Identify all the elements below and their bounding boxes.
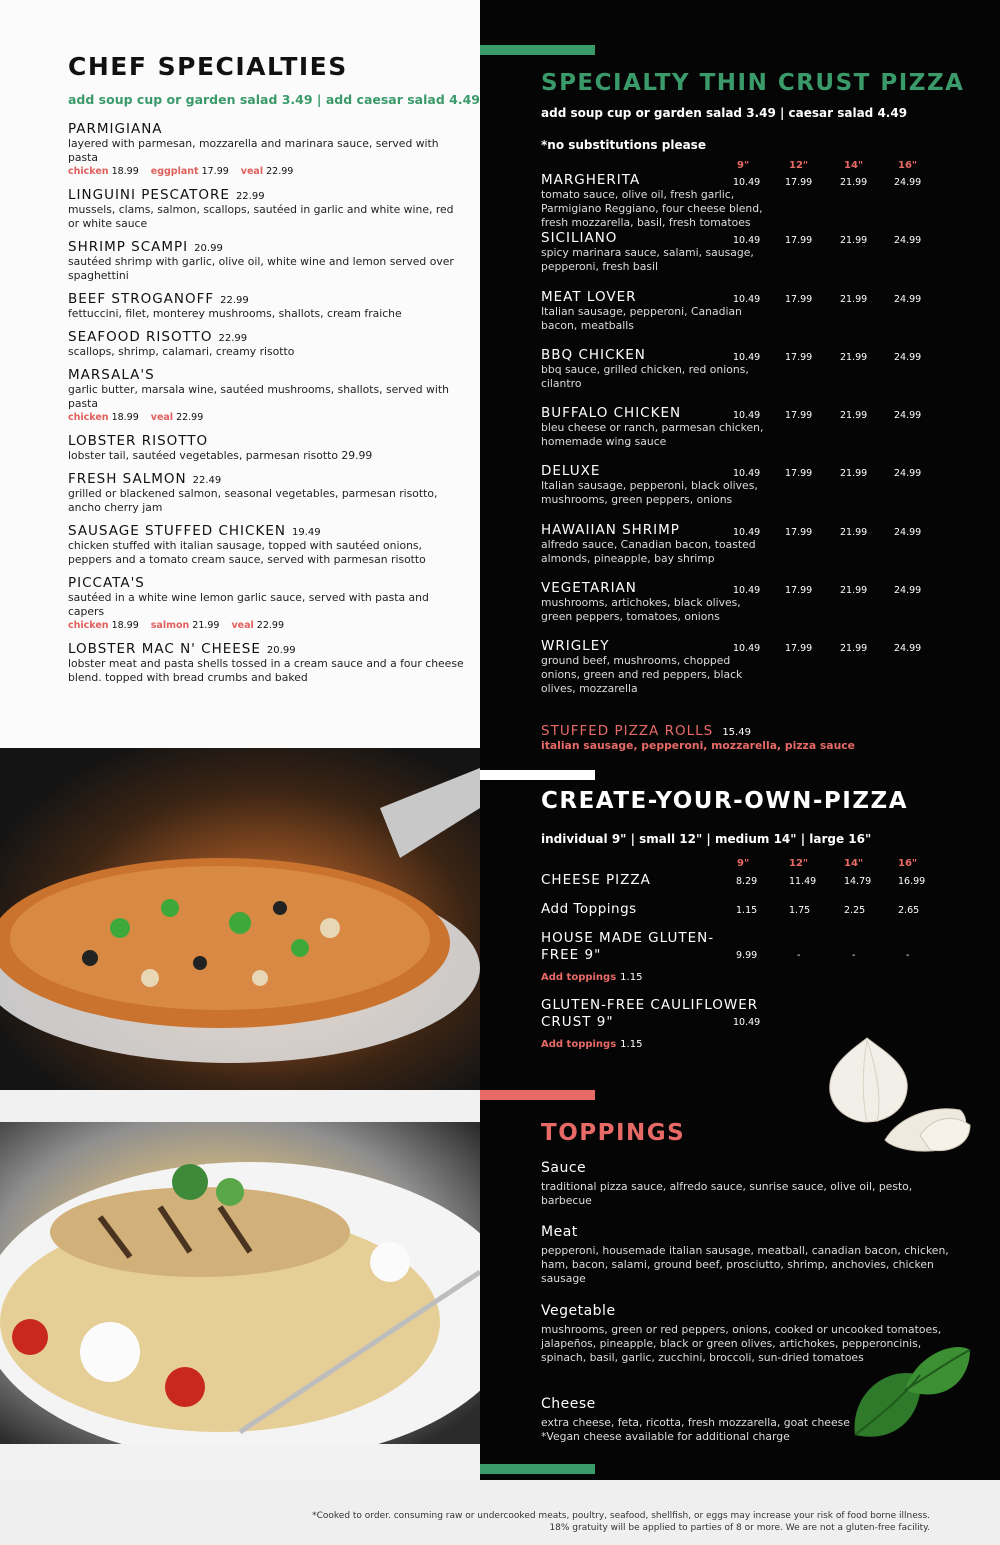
- option-price: 22.99: [266, 166, 294, 177]
- pizza-photo: [0, 748, 480, 1090]
- coral-accent-bar: [480, 1090, 595, 1100]
- option-price: 22.99: [256, 620, 284, 631]
- white-accent-bar: [480, 770, 595, 780]
- toppings-group-name: Cheese: [541, 1396, 596, 1412]
- pizza-price: 21.99: [840, 177, 868, 188]
- pizza-price: 24.99: [894, 235, 922, 247]
- pizza-price: 17.99: [785, 293, 813, 305]
- chef-item-name: LOBSTER MAC N' CHEESE: [68, 641, 261, 657]
- pizza-price: 21.99: [840, 526, 868, 538]
- toppings-group-name: Meat: [541, 1224, 578, 1240]
- price: 1.15: [736, 905, 758, 916]
- pizza-price: 17.99: [785, 235, 813, 247]
- pizza-desc: spicy marinara sauce, salami, sausage, pepperoni, fresh basil: [541, 246, 754, 274]
- create-your-own-subtitle: individual 9" | small 12" | medium 14" | large 16": [541, 832, 872, 846]
- disclaimer-line: *Cooked to order. consuming raw or undercooked meats, poultry, seafood, shellfish, or eggs may increase your risk of food borne illness.: [312, 1511, 930, 1521]
- chef-item: [68, 184, 468, 231]
- chef-item-header: [68, 326, 468, 345]
- specialty-pizza-list: [541, 172, 961, 697]
- pizza-price: 21.99: [840, 351, 868, 363]
- toppings-group-text: mushrooms, green or red peppers, onions, cooked or uncooked tomatoes, jalapeños, pineapple, black or green olives, artichokes, pepperoncinis, spinach, basil, garlic, zucchini, broccoli, sun-dried tomatoes: [541, 1323, 942, 1364]
- chef-item: [68, 118, 468, 179]
- chef-item: [68, 638, 468, 685]
- pizza-price: 10.49: [733, 177, 761, 188]
- chef-item-price: 20.99: [194, 243, 223, 254]
- pizza-price: 24.99: [894, 643, 922, 655]
- chef-item-price: 20.99: [266, 645, 296, 656]
- chef-item-name: LINGUINI PESCATORE: [68, 187, 230, 203]
- pizza-item: [541, 522, 961, 580]
- chef-item-header: [68, 572, 468, 591]
- chef-item-desc: layered with parmesan, mozzarella and marinara sauce, served with pasta: [68, 137, 439, 164]
- chef-item-header: [68, 468, 468, 487]
- pizza-price: 17.99: [785, 177, 813, 188]
- pizza-price: 24.99: [894, 293, 922, 305]
- option-label: chicken: [68, 620, 109, 631]
- toppings-group-text: traditional pizza sauce, alfredo sauce, sunrise sauce, olive oil, pesto, barbecue: [541, 1180, 913, 1207]
- chef-item-options: [68, 411, 468, 425]
- toppings-group-name: Sauce: [541, 1160, 587, 1176]
- pizza-name: VEGETARIAN: [541, 580, 637, 597]
- chef-item-desc: garlic butter, marsala wine, sautéed mushrooms, shallots, served with pasta: [68, 383, 449, 410]
- add-toppings-price: 1.15: [620, 972, 643, 983]
- option-label: veal: [231, 620, 254, 631]
- pizza-item: [541, 289, 961, 347]
- pizza-price: 10.49: [733, 293, 761, 305]
- option-price: 18.99: [111, 412, 139, 423]
- chef-item: [68, 364, 468, 425]
- price: 11.49: [789, 876, 817, 887]
- price: 9.99: [736, 950, 758, 961]
- price: -: [797, 950, 801, 961]
- cauliflower-add-toppings: [541, 1039, 642, 1050]
- chef-item: [68, 520, 468, 567]
- chef-item-price: 19.49: [291, 527, 321, 538]
- gluten-add-toppings: [541, 972, 642, 983]
- option-label: chicken: [68, 166, 109, 177]
- pizza-price: 21.99: [840, 235, 868, 247]
- price: 16.99: [898, 876, 926, 887]
- chef-item-desc: mussels, clams, salmon, scallops, sautéed in garlic and white wine, red or white sauce: [68, 203, 454, 230]
- size-header: 9": [737, 160, 750, 171]
- pizza-price: 10.49: [733, 643, 761, 655]
- chef-item-price: 22.49: [192, 475, 222, 486]
- no-substitutions-note: *no substitutions please: [541, 138, 706, 152]
- pizza-name: BUFFALO CHICKEN: [541, 405, 682, 422]
- chef-specialties-title: CHEF SPECIALTIES: [68, 52, 348, 81]
- price: 1.75: [789, 905, 811, 916]
- pizza-item: [541, 463, 961, 521]
- chef-item-desc: grilled or blackened salmon, seasonal vegetables, parmesan risotto, ancho cherry jam: [68, 487, 438, 514]
- divider-strip: [0, 1090, 480, 1122]
- chef-item-desc: fettuccini, filet, monterey mushrooms, shallots, cream fraiche: [68, 307, 402, 320]
- chef-item: [68, 326, 468, 359]
- chef-item-header: [68, 430, 468, 449]
- chef-item-price: 22.99: [235, 191, 265, 202]
- option-label: chicken: [68, 412, 109, 423]
- chef-item-desc: chicken stuffed with italian sausage, topped with sautéed onions, peppers and a tomato cream sauce, served with parmesan risotto: [68, 539, 426, 566]
- chef-item-header: [68, 638, 468, 657]
- price: -: [906, 950, 910, 961]
- size-header: 16": [898, 160, 918, 171]
- chef-item-name: MARSALA'S: [68, 367, 155, 383]
- option-price: 18.99: [111, 166, 139, 177]
- price: 14.79: [844, 876, 872, 887]
- chef-item: [68, 430, 468, 463]
- garlic-clove-icon: [880, 1095, 975, 1155]
- cheese-pizza-name: CHEESE PIZZA: [541, 872, 651, 888]
- price: 2.65: [898, 905, 920, 916]
- chef-item-name: PARMIGIANA: [68, 121, 163, 137]
- specialty-pizza-subtitle: add soup cup or garden salad 3.49 | caesar salad 4.49: [541, 106, 908, 120]
- chef-item-desc: lobster meat and pasta shells tossed in a cream sauce and a four cheese blend. topped with bread crumbs and baked: [68, 657, 464, 684]
- pizza-price: 10.49: [733, 526, 761, 538]
- pizza-desc: alfredo sauce, Canadian bacon, toasted almonds, pineapple, bay shrimp: [541, 537, 756, 565]
- chef-item-name: SEAFOOD RISOTTO: [68, 329, 213, 345]
- pizza-item: [541, 347, 961, 405]
- size-header: 9": [737, 858, 750, 869]
- option-price: 18.99: [111, 620, 139, 631]
- pizza-name: WRIGLEY: [541, 638, 610, 655]
- pizza-price: 17.99: [785, 643, 813, 655]
- rolls-desc: italian sausage, pepperoni, mozzarella, pizza sauce: [541, 739, 856, 752]
- chef-specialties-list: [68, 118, 468, 690]
- pizza-price: 17.99: [785, 468, 813, 480]
- pizza-price: 24.99: [894, 351, 922, 363]
- pizza-price: 17.99: [785, 526, 813, 538]
- add-toppings-row: [541, 901, 961, 918]
- chef-item-desc: sautéed in a white wine lemon garlic sauce, served with pasta and capers: [68, 591, 429, 618]
- pizza-name: BBQ CHICKEN: [541, 346, 646, 363]
- chef-item: [68, 288, 468, 321]
- size-header: 16": [898, 858, 918, 869]
- green-footer-bar: [480, 1464, 595, 1474]
- chef-item: [68, 572, 468, 633]
- vegan-cheese-note: *Vegan cheese available for additional charge: [541, 1430, 790, 1443]
- chef-item-price: 22.99: [220, 295, 249, 306]
- pizza-price: 21.99: [840, 293, 868, 305]
- pizza-name: SICILIANO: [541, 230, 618, 247]
- pizza-desc: tomato sauce, olive oil, fresh garlic, Parmigiano Reggiano, four cheese blend, fresh mozzarella, basil, fresh tomatoes: [541, 188, 763, 229]
- pizza-name: DELUXE: [541, 463, 601, 480]
- rolls-price: 15.49: [722, 727, 751, 738]
- size-header: 14": [844, 160, 864, 171]
- chef-item-name: BEEF STROGANOFF: [68, 291, 215, 307]
- toppings-meat: [541, 1224, 951, 1286]
- pizza-price: 24.99: [894, 585, 922, 597]
- pizza-price: 24.99: [894, 177, 922, 188]
- pizza-price: 21.99: [840, 643, 868, 655]
- basil-icon: [845, 1335, 975, 1455]
- green-accent-bar: [480, 45, 595, 55]
- stuffed-pizza-rolls: [541, 720, 855, 752]
- chef-item-options: [68, 619, 468, 633]
- pizza-price: 24.99: [894, 526, 922, 538]
- pizza-price: 21.99: [840, 410, 868, 422]
- option-label: eggplant: [150, 166, 199, 177]
- pizza-price: 10.49: [733, 585, 761, 597]
- option-price: 22.99: [176, 412, 204, 423]
- footer-disclaimer: [312, 1510, 930, 1534]
- specialty-pizza-title: SPECIALTY THIN CRUST PIZZA: [541, 70, 965, 96]
- option-label: veal: [150, 412, 174, 423]
- pizza-price: 17.99: [785, 585, 813, 597]
- price: 8.29: [736, 876, 758, 887]
- pizza-desc: bbq sauce, grilled chicken, red onions, cilantro: [541, 362, 749, 390]
- pizza-desc: ground beef, mushrooms, chopped onions, green and red peppers, black olives, mozzarella: [541, 654, 743, 696]
- pizza-name: HAWAIIAN SHRIMP: [541, 521, 680, 538]
- chef-item-header: [68, 184, 468, 203]
- chef-item-name: PICCATA'S: [68, 575, 145, 591]
- cauliflower-name: GLUTEN-FREE CAULIFLOWER CRUST 9": [541, 997, 759, 1030]
- chef-item-header: [68, 364, 468, 383]
- gluten-free-row: [541, 930, 961, 983]
- pizza-price: 10.49: [733, 235, 761, 247]
- option-label: salmon: [150, 620, 190, 631]
- pizza-price: 24.99: [894, 410, 922, 422]
- chef-item-name: LOBSTER RISOTTO: [68, 433, 209, 449]
- price: -: [852, 950, 856, 961]
- option-price: 21.99: [192, 620, 220, 631]
- pizza-desc: bleu cheese or ranch, parmesan chicken, homemade wing sauce: [541, 421, 764, 449]
- pizza-price: 21.99: [840, 468, 868, 480]
- chef-item-desc: lobster tail, sautéed vegetables, parmesan risotto 29.99: [68, 449, 373, 462]
- toppings-title: TOPPINGS: [541, 1120, 686, 1146]
- chef-item-price: 22.99: [218, 333, 248, 344]
- pizza-price: 21.99: [840, 585, 868, 597]
- pizza-desc: mushrooms, artichokes, black olives, green peppers, tomatoes, onions: [541, 596, 741, 624]
- pizza-price: 24.99: [894, 468, 922, 480]
- pizza-item: [541, 172, 961, 230]
- chef-item: [68, 236, 468, 283]
- price: 2.25: [844, 905, 866, 916]
- chef-item: [68, 468, 468, 515]
- create-your-own-title: CREATE-YOUR-OWN-PIZZA: [541, 788, 908, 814]
- size-header: 12": [789, 160, 809, 171]
- add-toppings-price: 1.15: [620, 1039, 643, 1050]
- disclaimer-line: 18% gratuity will be applied to parties of 8 or more. We are not a gluten-free facility.: [549, 1523, 930, 1533]
- toppings-sauce: [541, 1160, 951, 1208]
- pizza-item: [541, 230, 961, 288]
- chef-item-header: [68, 520, 468, 539]
- toppings-group-text: extra cheese, feta, ricotta, fresh mozzarella, goat cheese: [541, 1416, 850, 1429]
- chef-item-options: [68, 165, 468, 179]
- cheese-pizza-row: [541, 872, 961, 889]
- pizza-price: 10.49: [733, 468, 761, 480]
- chef-item-desc: sautéed shrimp with garlic, olive oil, white wine and lemon served over spaghettini: [68, 255, 454, 282]
- size-header: 12": [789, 858, 809, 869]
- pizza-desc: Italian sausage, pepperoni, black olives, mushrooms, green peppers, onions: [541, 479, 758, 507]
- chef-specialties-subtitle: add soup cup or garden salad 3.49 | add caesar salad 4.49: [68, 92, 480, 107]
- toppings-group-name: Vegetable: [541, 1303, 616, 1319]
- pizza-name: MEAT LOVER: [541, 288, 637, 305]
- add-toppings-label: Add toppings: [541, 1039, 617, 1050]
- rolls-name: STUFFED PIZZA ROLLS: [541, 723, 714, 739]
- toppings-group-text: pepperoni, housemade italian sausage, meatball, canadian bacon, chicken, ham, bacon, salami, ground beef, prosciutto, shrimp, anchovies, chicken sausage: [541, 1244, 949, 1285]
- cauliflower-row: [541, 997, 961, 1050]
- chicken-pasta-photo: [0, 1122, 480, 1444]
- gluten-free-name: HOUSE MADE GLUTEN-FREE 9": [541, 930, 715, 963]
- add-toppings-label: Add toppings: [541, 972, 617, 983]
- pizza-name: MARGHERITA: [541, 172, 641, 188]
- chef-item-header: [68, 236, 468, 255]
- chef-item-name: FRESH SALMON: [68, 471, 187, 487]
- add-toppings-name: Add Toppings: [541, 901, 637, 917]
- chef-item-desc: scallops, shrimp, calamari, creamy risotto: [68, 345, 295, 358]
- pizza-price: 17.99: [785, 410, 813, 422]
- size-header: 14": [844, 858, 864, 869]
- chef-item-header: [68, 288, 468, 307]
- option-price: 17.99: [201, 166, 229, 177]
- pizza-item: [541, 580, 961, 638]
- option-label: veal: [240, 166, 264, 177]
- pizza-price: 17.99: [785, 351, 813, 363]
- pizza-price: 10.49: [733, 351, 761, 363]
- pizza-item: [541, 638, 961, 696]
- chef-item-header: [68, 118, 468, 137]
- price: 10.49: [733, 1017, 761, 1028]
- pizza-desc: Italian sausage, pepperoni, Canadian bacon, meatballs: [541, 304, 742, 332]
- chef-item-name: SHRIMP SCAMPI: [68, 239, 189, 255]
- pizza-price: 10.49: [733, 410, 761, 422]
- pizza-item: [541, 405, 961, 463]
- chef-item-name: SAUSAGE STUFFED CHICKEN: [68, 523, 286, 539]
